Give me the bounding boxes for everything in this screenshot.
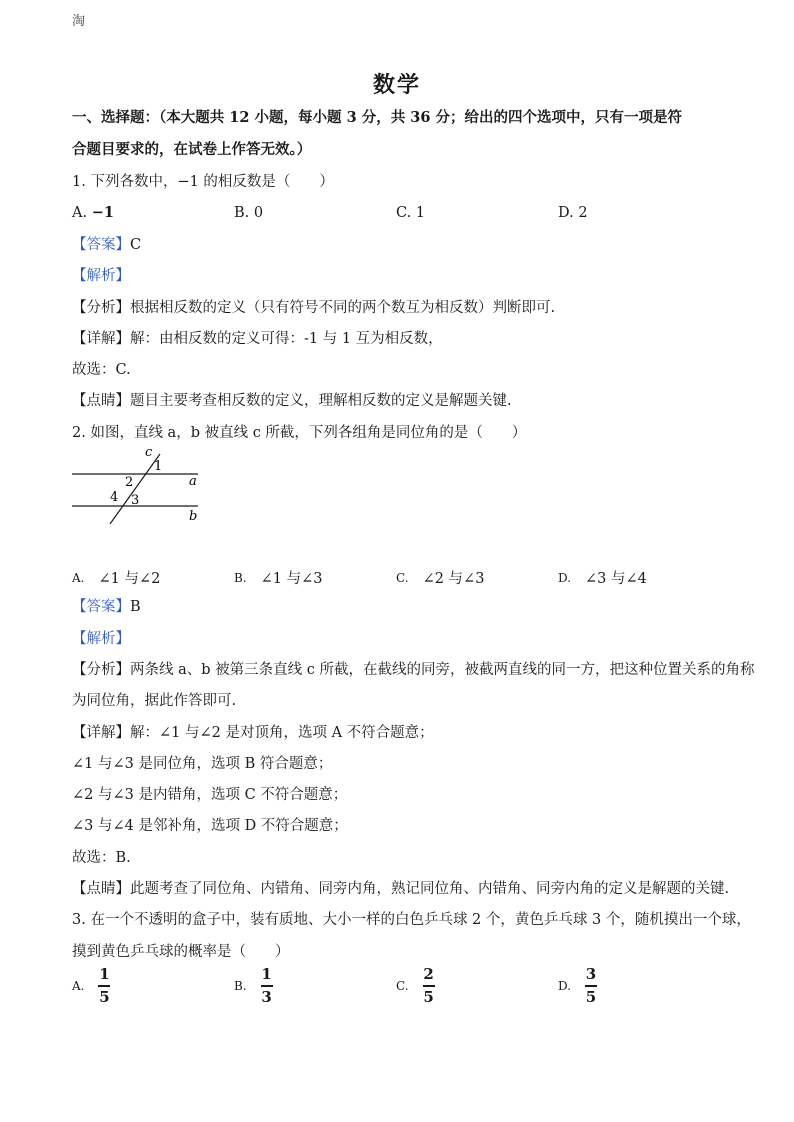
section-heading-line1: 一、选择题：（本大题共 12 小题，每小题 3 分，共 36 分；给出的四个选项中，只有一项是符: [72, 109, 682, 126]
q3-stem-line2: 摸到黄色乒乓球的概率是（ ）: [72, 944, 290, 960]
q2-line-d: ∠3 与∠4 是邻补角，选项 D 不符合题意；: [72, 818, 348, 834]
q2-stem: 2. 如图，直线 a，b 被直线 c 所截，下列各组角是同位角的是（ ）: [72, 425, 527, 441]
q1-dianjing: 【点睛】题目主要考查相反数的定义，理解相反数的定义是解题关键.: [72, 393, 512, 409]
section-heading-line2: 合题目要求的，在试卷上作答无效。）: [72, 141, 312, 158]
q2-option-d: D. ∠3 与∠4: [558, 570, 647, 587]
fraction: $\frac{3}{5}$: [585, 965, 597, 1006]
q1-option-c: C. 1: [396, 204, 426, 221]
q3-option-c: C. $\frac{2}{5}$: [396, 965, 434, 1006]
q2-line-c: ∠2 与∠3 是内错角，选项 C 不符合题意；: [72, 787, 348, 803]
label-b: b: [189, 509, 198, 524]
q2-guxuan: 故选：B.: [72, 850, 131, 866]
q1-fenxi: 【分析】根据相反数的定义（只有符号不同的两个数互为相反数）判断即可.: [72, 300, 556, 316]
line-c: [110, 454, 163, 524]
label-3: 3: [131, 493, 140, 508]
q2-answer: 【答案】B: [72, 599, 141, 615]
q3-options: [72, 966, 732, 1006]
q2-analysis-tag: 【解析】: [72, 631, 130, 647]
q2-fenxi-line1: 【分析】两条线 a、b 被第三条直线 c 所截，在截线的同旁，被截两直线的同一方，把这种位置关系的角称: [72, 662, 755, 678]
q2-line-b: ∠1 与∠3 是同位角，选项 B 符合题意；: [72, 756, 333, 772]
q2-dianjing: 【点睛】此题考查了同位角、内错角、同旁内角，熟记同位角、内错角、同旁内角的定义是解题的关键.: [72, 881, 730, 897]
q2-option-c: C. ∠2 与∠3: [396, 570, 485, 587]
q1-xiangjie: 【详解】解：由相反数的定义可得：-1 与 1 互为相反数，: [72, 331, 443, 347]
q1-option-b: B. 0: [234, 204, 264, 221]
q2-option-b: B. ∠1 与∠3: [234, 570, 323, 587]
fraction: $\frac{1}{3}$: [261, 965, 272, 1006]
q2-figure: [72, 444, 212, 524]
q3-option-d: D. $\frac{3}{5}$: [558, 965, 597, 1006]
q2-options: [72, 567, 732, 588]
q3-option-a: A. $\frac{1}{5}$: [72, 965, 110, 1006]
fraction: $\frac{2}{5}$: [423, 965, 434, 1006]
corner-mark: 淘: [72, 14, 86, 29]
label-4: 4: [110, 490, 119, 505]
q1-answer: 【答案】C: [72, 237, 142, 253]
q1-options: [72, 204, 732, 221]
label-1: 1: [154, 459, 163, 474]
q1-option-d: D. 2: [558, 204, 588, 221]
label-a: a: [189, 474, 197, 489]
q1-guxuan: 故选：C.: [72, 362, 131, 378]
q3-stem-line1: 3. 在一个不透明的盒子中，装有质地、大小一样的白色乒乓球 2 个，黄色乒乓球 3 个，随机摸出一个球，: [72, 912, 751, 928]
label-c: c: [145, 445, 153, 460]
q1-analysis-tag: 【解析】: [72, 268, 130, 284]
q1-stem: 1. 下列各数中，−1 的相反数是（ ）: [72, 174, 334, 190]
q3-option-b: B. $\frac{1}{3}$: [234, 965, 272, 1006]
fraction: $\frac{1}{5}$: [99, 965, 110, 1006]
q2-xiangjie: 【详解】解：∠1 与∠2 是对顶角，选项 A 不符合题意；: [72, 725, 434, 741]
q2-fenxi-line2: 为同位角，据此作答即可.: [72, 693, 237, 709]
page-title: 数学: [372, 72, 421, 98]
q1-option-a: A. −1: [72, 204, 114, 221]
label-2: 2: [125, 475, 134, 490]
q2-option-a: A. ∠1 与∠2: [72, 570, 161, 587]
